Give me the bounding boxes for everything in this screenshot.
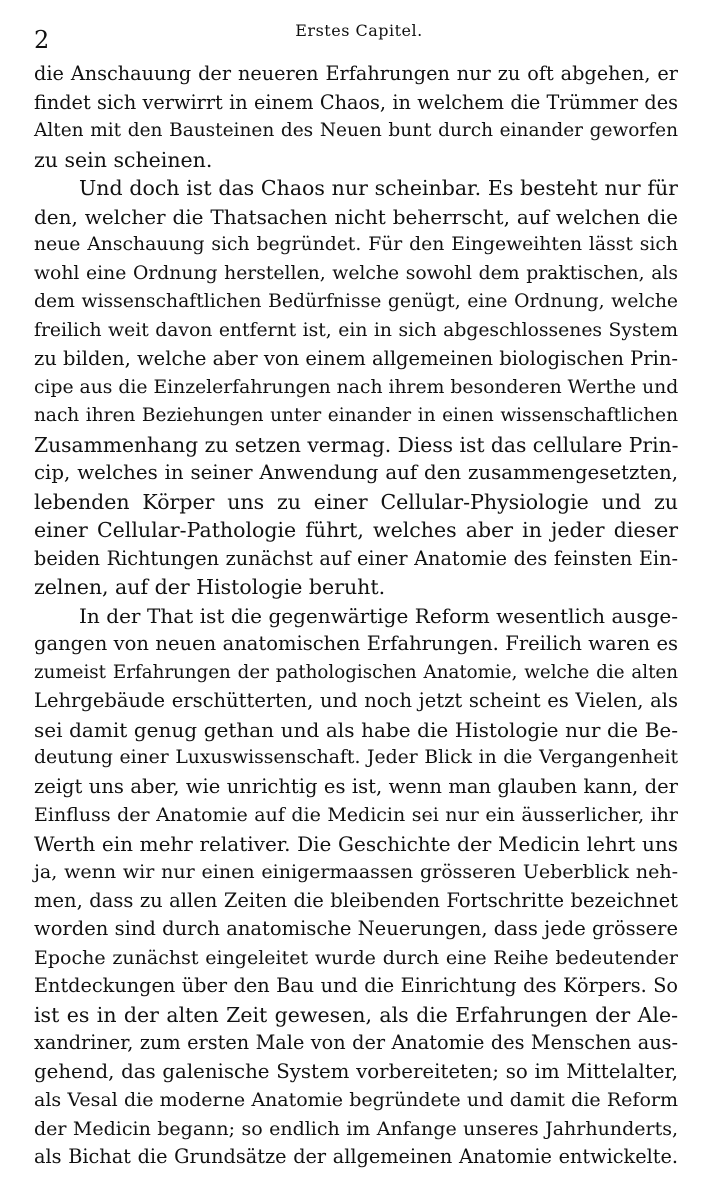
text-line: dem wissenschaftlichen Bedürfnisse genügt, eine Ordnung, welche [34,291,678,312]
text-line: xandriner, zum ersten Male von der Anatomie des Menschen aus- [34,1031,678,1054]
page-header [34,20,684,54]
text-line: Epoche zunächst eingeleitet wurde durch eine Reihe bedeutender [34,946,678,969]
text-line: zumeist Erfahrungen der pathologischen Anatomie, welche die alten [34,661,678,683]
text-line: ja, wenn wir nur einen einigermaassen grösseren Ueberblick neh- [34,861,678,883]
text-line: gehend, das galenische System vorbereiteten; so im Mittelalter, [34,1059,678,1083]
text-line: cipe aus die Einzelerfahrungen nach ihrem besonderen Werthe und [34,376,679,398]
text-line: als Vesal die moderne Anatomie begründete und damit die Reform [34,1089,678,1111]
text-line: Alten mit den Bausteinen des Neuen bunt durch einander geworfen [34,120,678,141]
text-line: Entdeckungen über den Bau und die Einrichtung des Körpers. So [34,974,678,997]
text-line: der Medicin begann; so endlich im Anfange unseres Jahrhunderts, [34,1117,678,1140]
text-line: zeigt uns aber, wie unrichtig es ist, wenn man glauben kann, der [34,774,678,798]
text-line: als Bichat die Grundsätze der allgemeinen Anatomie entwickelte. [34,1145,678,1168]
text-line: Und doch ist das Chaos nur scheinbar. Es besteht nur für [79,176,678,200]
text-line: Zusammenhang zu setzen vermag. Diess ist das cellulare Prin- [34,432,679,457]
body-text [34,60,678,1172]
text-line: freilich weit davon entfernt ist, ein in sich abgeschlossenes System [34,319,678,341]
text-line: gangen von neuen anatomischen Erfahrungen. Freilich waren es [34,632,678,655]
text-line: neue Anschauung sich begründet. Für den Eingeweihten lässt sich [34,234,678,255]
text-line: den, welcher die Thatsachen nicht beherrscht, auf welchen die [34,204,678,229]
text-line: zu sein scheinen. [34,147,213,172]
text-line: cip, welches in seiner Anwendung auf den zusammengesetzten, [34,461,678,484]
text-line: sei damit genug gethan und als habe die Histologie nur die Be- [34,717,678,742]
text-line: die Anschauung der neueren Erfahrungen nur zu oft abgehen, er [34,62,678,85]
text-line: findet sich verwirrt in einem Chaos, in welchem die Trümmer des [34,90,678,114]
page-number: 2 [34,26,50,54]
text-line: In der That ist die gegenwärtige Reform wesentlich ausge- [79,603,678,628]
text-line: Einfluss der Anatomie auf die Medicin sei nur ein äusserlicher, ihr [34,804,678,826]
text-line: wohl eine Ordnung herstellen, welche sowohl dem praktischen, als [34,262,678,284]
text-line: men, dass zu allen Zeiten die bleibenden Fortschritte bezeichnet [34,888,678,912]
text-line: nach ihren Beziehungen unter einander in einen wissenschaftlichen [34,405,678,426]
text-line: Lehrgebäude erschütterten, und noch jetzt scheint es Vielen, als [34,689,678,712]
text-line: einer Cellular-Pathologie führt, welches aber in jeder dieser [34,518,678,542]
running-head: Erstes Capitel. [295,21,423,40]
text-line: beiden Richtungen zunächst auf einer Anatomie des feinsten Ein- [34,546,678,570]
text-line: Werth ein mehr relativer. Die Geschichte der Medicin lehrt uns [34,831,678,856]
text-line: ist es in der alten Zeit gewesen, als die Erfahrungen der Ale- [34,1002,678,1027]
text-line: worden sind durch anatomische Neuerungen, dass jede grössere [34,917,678,940]
text-line: deutung einer Luxuswissenschaft. Jeder Blick in die Vergangenheit [34,747,678,768]
text-line: zelnen, auf der Histologie beruht. [34,575,386,599]
text-line: lebenden Körper uns zu einer Cellular-Physiologie und zu [34,489,678,514]
text-line: zu bilden, welche aber von einem allgemeinen biologischen Prin- [34,347,678,370]
